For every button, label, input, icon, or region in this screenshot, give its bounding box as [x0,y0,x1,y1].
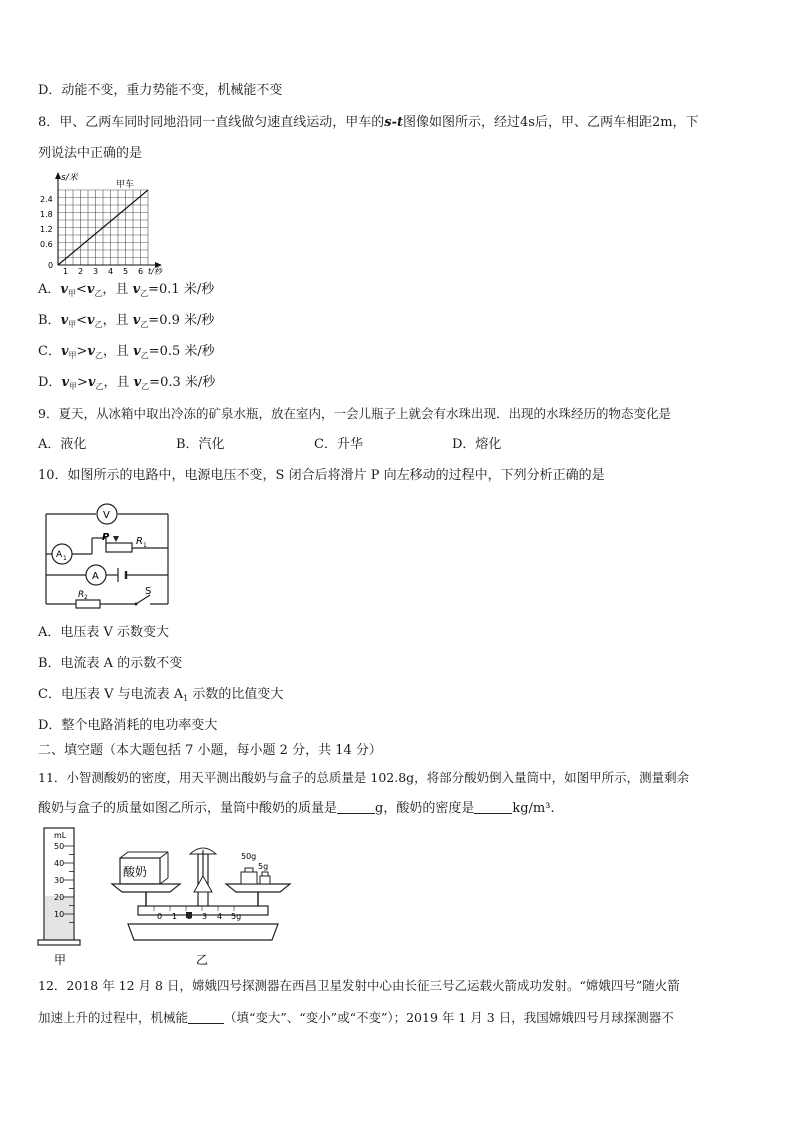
v-symbol: v [132,282,141,297]
graph-y-tick: 1.2 [40,225,53,234]
switch-contact [135,603,138,606]
weight-50g-label: 50g [241,852,257,861]
v-subscript: 乙 [94,320,103,329]
resistor-r1-label: R [136,536,143,547]
cylinder-mark: 50 [54,842,65,851]
section-fill-blank-title: 二、填空题（本大题包括 7 小题，每小题 2 分，共 14 分） [38,743,382,758]
graph-y-tick: 2.4 [40,195,53,204]
ammeter-subscript: 1 [183,694,189,703]
graph-y-tick: 0.6 [40,240,53,249]
option-letter: D． [38,375,62,390]
beam-tick: 0 [157,912,163,921]
q10-option-b: B．电流表 A 的示数不变 [38,656,183,671]
q10-option-c [38,687,283,707]
cylinder-mark: 20 [54,893,65,902]
cylinder-mark: 10 [54,910,65,919]
option-value: =0.1 米/秒 [148,282,215,297]
resistor-r1-sub: 1 [143,542,147,549]
graph-x-tick: 6 [138,267,144,275]
option-value: =0.3 米/秒 [149,375,216,390]
option-letter: A． [38,282,61,297]
q9-option-a: A．液化 [38,437,87,452]
beam-tick: 3 [202,912,208,921]
option-text: ，且 [102,344,134,359]
q11-line1: 11．小智测酸奶的密度，用天平测出酸奶与盒子的总质量是 102.8g，将部分酸奶倒入量筒中，如图甲所示，测量剩余 [38,770,690,785]
q8-option-b [38,313,214,333]
option-text: ，且 [102,282,133,297]
graph-x-tick: 4 [108,267,114,275]
resistor-r2-icon [76,600,100,608]
q8-stem-line2: 列说法中正确的是 [38,146,143,161]
graph-x-label: t/秒 [148,267,162,275]
graph-y-label: s/米 [61,173,78,183]
weight-50g [241,872,257,884]
option-text: 示数的比值变大 [188,687,284,702]
left-pan [112,884,180,892]
q10-stem: 10．如图所示的电路中，电源电压不变，S 闭合后将滑片 P 向左移动的过程中，下列分析正确的是 [38,468,605,483]
relation: < [75,282,87,297]
q11-graduated-cylinder [36,826,86,968]
v-subscript: 甲 [68,320,77,329]
q11-blank-mass[interactable] [337,801,375,814]
v-subscript: 乙 [140,351,149,360]
switch-s-label: S [145,586,152,597]
v-symbol: v [87,375,96,390]
v-symbol: v [87,313,95,328]
graph-line-label: 甲车 [116,180,135,190]
q9-option-c: C．升华 [314,437,363,452]
q8-st-graph [38,170,178,275]
resistor-r1-icon [106,543,132,552]
rider-slider [186,912,192,918]
option-value: =0.9 米/秒 [148,313,215,328]
q11-balance [108,826,298,968]
balance-base [128,924,278,940]
option-value: =0.5 米/秒 [148,344,215,359]
cylinder-caption: 甲 [54,953,67,967]
slider-p-icon [113,536,119,542]
graph-x-tick: 5 [123,267,129,275]
v-subscript: 乙 [95,382,104,391]
graph-x-tick: 1 [63,267,69,275]
v-subscript: 乙 [140,320,149,329]
graph-origin: 0 [48,261,54,270]
q8-option-a [38,282,214,302]
voltmeter-label: V [103,510,110,521]
graph-x-tick: 2 [78,267,84,275]
cylinder-mark: 30 [54,876,65,885]
cylinder-unit: mL [54,831,67,840]
option-text: ，且 [102,313,133,328]
q12-line2 [38,1010,674,1026]
option-text: ，且 [103,375,134,390]
balance-caption: 乙 [196,953,209,967]
q10-circuit-diagram [38,498,178,613]
beam-tick: 1 [172,912,178,921]
q7-option-d: D．动能不变，重力势能不变，机械能不变 [38,83,283,98]
q8-stem-text-a: 8．甲、乙两车同时同地沿同一直线做匀速直线运动，甲车的 [38,115,385,130]
v-symbol: v [61,375,69,390]
ammeter-a1-label: A [56,550,63,560]
v-subscript: 甲 [69,382,77,391]
q8-stem-text-b: 图像如图所示，经过4s后，甲、乙两车相距2m，下 [403,115,699,130]
q11-text-a: 酸奶与盒子的质量如图乙所示，量筒中酸奶的质量是 [38,801,338,816]
q12-blank-mechanical-energy[interactable] [188,1011,224,1024]
weight-5g [260,876,270,884]
option-letter: C． [38,344,61,359]
v-subscript: 乙 [94,289,103,298]
q8-stem-line1 [38,115,699,131]
ammeter-a1-sub: 1 [63,555,67,562]
yogurt-box-label: 酸奶 [123,865,148,879]
q12-text-b: （填“变大”、“变小”或“不变”）；2019 年 1 月 3 日，我国嫦娥四号月球探测器不 [224,1010,674,1025]
q10-option-a: A．电压表 V 示数变大 [38,625,170,640]
q9-stem: 9．夏天，从冰箱中取出冷冻的矿泉水瓶，放在室内，一会儿瓶子上就会有水珠出现．出现的水珠经历的物态变化是 [38,406,671,421]
v-subscript: 甲 [67,289,76,298]
relation: > [77,375,88,390]
q11-line2 [38,801,555,817]
slider-p-label: P [102,532,110,543]
graph-x-tick: 3 [93,267,99,275]
option-letter: B． [38,313,61,328]
v-symbol: v [87,344,95,359]
q11-text-b: g，酸奶的密度是 [375,801,475,816]
graph-y-tick: 1.8 [40,210,53,219]
q11-blank-density[interactable] [474,801,512,814]
v-symbol: v [86,282,95,297]
right-pan [226,884,290,892]
v-symbol: v [60,313,69,328]
q9-options [38,437,501,453]
q9-option-b: B．汽化 [176,437,225,452]
q12-line1: 12．2018 年 12 月 8 日，嫦娥四号探测器在西昌卫星发射中心由长征三号乙运载火箭成功发射。“嫦娥四号”随火箭 [38,978,680,993]
resistor-r2-sub: 2 [84,594,88,601]
v-subscript: 甲 [68,351,77,360]
beam-tick: 4 [217,912,223,921]
q11-text-c: kg/m³. [512,801,555,816]
option-text: C．电压表 V 与电流表 A [38,687,184,702]
v-symbol: v [133,344,141,359]
q12-text-a: 加速上升的过程中，机械能 [38,1010,189,1025]
q10-option-d: D．整个电路消耗的电功率变大 [38,718,218,733]
q8-option-d [38,375,215,395]
v-subscript: 乙 [140,289,149,298]
v-symbol: v [132,313,141,328]
cylinder-mark: 40 [54,859,65,868]
weight-5g-label: 5g [258,862,269,871]
v-subscript: 乙 [141,382,150,391]
beam-tick: 5g [231,912,242,921]
q8-option-c [38,344,215,364]
v-symbol: v [60,344,69,359]
q9-option-d: D．熔化 [452,437,502,452]
v-symbol: v [60,282,68,297]
relation: < [76,313,88,328]
v-symbol: v [133,375,142,390]
v-subscript: 乙 [94,351,103,360]
resistor-r2-label: R [78,590,85,600]
ammeter-a-label: A [92,571,99,582]
relation: > [76,344,88,359]
q8-stem-st: s-t [384,115,404,130]
